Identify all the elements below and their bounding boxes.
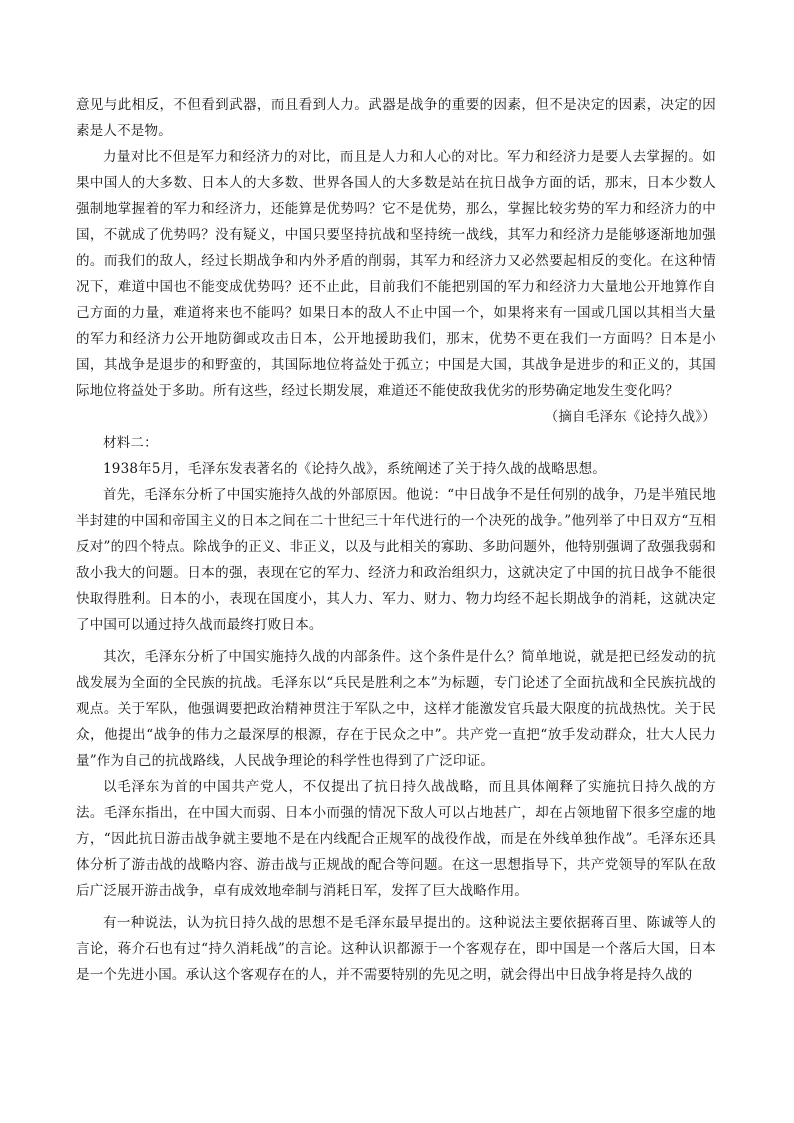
citation-source: （摘自毛泽东《论持久战》） [544,409,716,425]
paragraph-4: 首先，毛泽东分析了中国实施持久战的外部原因。他说：“中日战争不是任何别的战争，乃是半殖民地半封建的中国和帝国主义的日本之间在二十世纪三十年代进行的一个决死的战争。”他列举了中日双方“互相反对”的四个特点。除战争的正义、非正义，以及与此相关的寡助、多助问题外，他特别强调了敌强我弱和敌小我大的问题。日本的强，表现在它的军力、经济力和政治组织力，这就决定了中国的抗日战争不能很快取得胜利。日本的小，表现在国度小，其人力、军力、财力、物力均经不起长期战争的消耗，这就决定了中国可以通过持久战而最终打败日本。 [76,487,716,633]
paragraph-7: 有一种说法，认为抗日持久战的思想不是毛泽东最早提出的。这种说法主要依据蒋百里、陈诚等人的言论，蒋介石也有过“持久消耗战”的言论。这种认识都源于一个客观存在，即中国是一个落后大国，日本是一个先进小国。承认这个客观存在的人，并不需要特别的先见之明，就会得出中日战争将是持久战的 [76,915,716,983]
paragraph-6: 以毛泽东为首的中国共产党人，不仅提出了抗日持久战战略，而且具体阐释了实施抗日持久战的方法。毛泽东指出，在中国大而弱、日本小而强的情况下敌人可以占地甚广，却在占领地留下很多空虚的地方，“因此抗日游击战争就主要地不是在内线配合正规军的战役作战，而是在外线单独作战”。毛泽东还具体分析了游击战的战略内容、游击战与正规战的配合等问题。在这一思想指导下，共产党领导的军队在敌后广泛展开游击战争，卓有成效地牵制与消耗日军，发挥了巨大战略作用。 [76,779,716,899]
material-label: 材料二： [103,435,158,451]
paragraph-5: 其次，毛泽东分析了中国实施持久战的内部条件。这个条件是什么？简单地说，就是把已经发动的抗战发展为全面的全民族的抗战。毛泽东以“兵民是胜利之本”为标题，专门论述了全面抗战和全民族抗战的观点。关于军队，他强调要把政治精神贯注于军队之中，这样才能激发官兵最大限度的抗战热忱。关于民众，他提出“战争的伟力之最深厚的根源，存在于民众之中”。共产党一直把“放手发动群众，壮大人民力量”作为自己的抗战路线，人民战争理论的科学性也得到了广泛印证。 [76,649,716,769]
paragraph-3: 1938年5月，毛泽东发表著名的《论持久战》，系统阐述了关于持久战的战略思想。 [103,461,606,477]
document-body [76,92,716,988]
paragraph-2: 力量对比不但是军力和经济力的对比，而且是人力和人心的对比。军力和经济力是要人去掌握的。如果中国人的大多数、日本人的大多数、世界各国人的大多数是站在抗日战争方面的话，那末，日本少数人强制地掌握着的军力和经济力，还能算是优势吗？它不是优势，那么，掌握比较劣势的军力和经济力的中国，不就成了优势吗？没有疑义，中国只要坚持抗战和坚持统一战线，其军力和经济力是能够逐渐地加强的。而我们的敌人，经过长期战争和内外矛盾的削弱，其军力和经济力又必然要起相反的变化。在这种情况下，难道中国也不能变成优势吗？还不止此，目前我们不能把别国的军力和经济力大量地公开地算作自己方面的力量，难道将来也不能吗？如果日本的敌人不止中国一个，如果将来有一国或几国以其相当大量的军力和经济力公开地防御或攻击日本，公开地援助我们，那末，优势不更在我们一方面吗？日本是小国，其战争是退步的和野蛮的，其国际地位将益处于孤立；中国是大国，其战争是进步的和正义的，其国际地位将益处于多助。所有这些，经过长期发展，难道还不能使敌我优劣的形势确定地发生变化吗？ [76,149,716,399]
paragraph-1: 意见与此相反，不但看到武器，而且看到人力。武器是战争的重要的因素，但不是决定的因素，决定的因素是人不是物。 [76,97,716,139]
